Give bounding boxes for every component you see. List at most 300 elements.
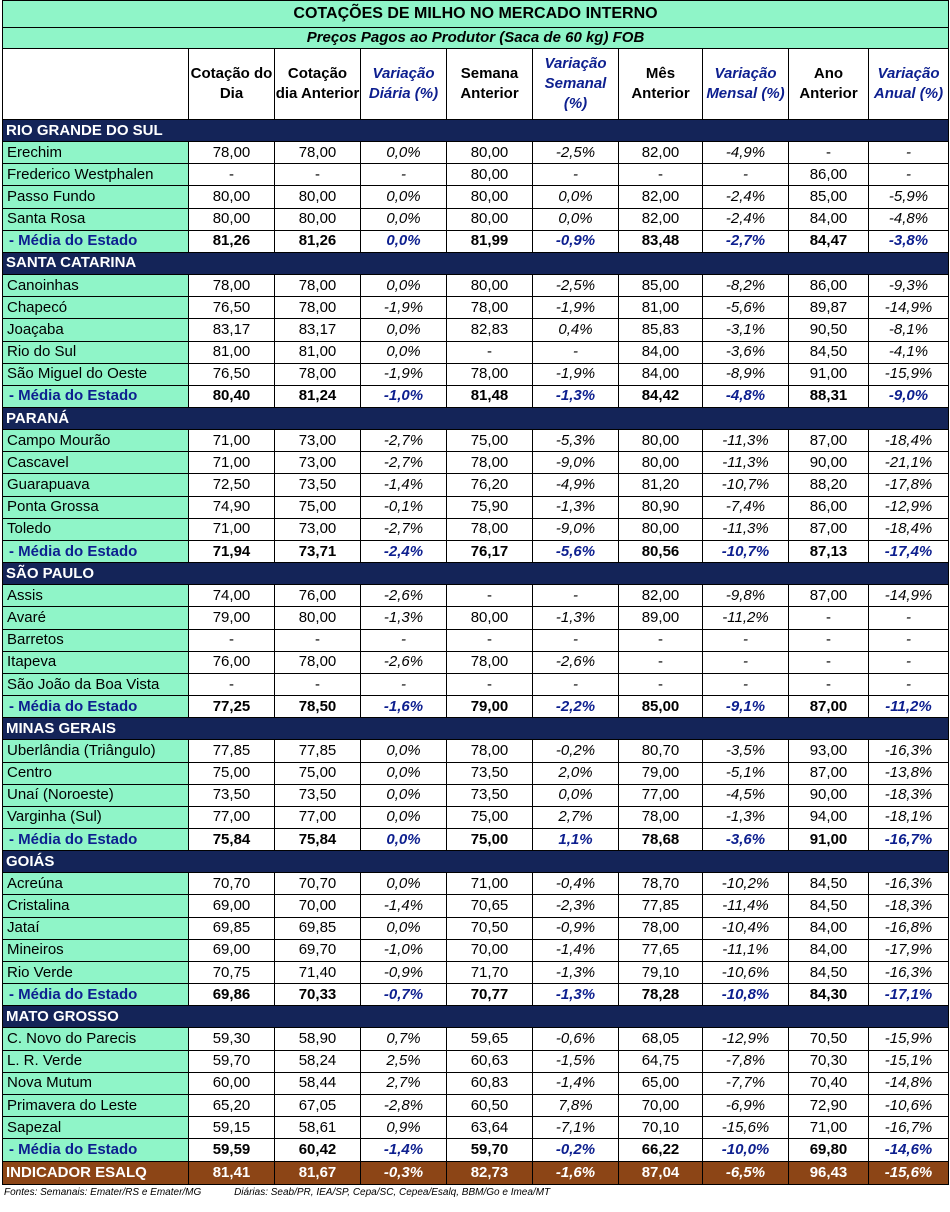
table-row xyxy=(3,806,949,828)
table-row xyxy=(3,363,949,385)
cell-value: -9,0% xyxy=(869,385,949,407)
cell-value: 71,00 xyxy=(189,452,275,474)
cell-value: 87,13 xyxy=(789,541,869,563)
row-label: Ponta Grossa xyxy=(3,496,189,518)
cell-value: 82,00 xyxy=(619,142,703,164)
cell-value: 79,10 xyxy=(619,962,703,984)
cell-value: 0,9% xyxy=(361,1117,447,1139)
cell-value: - xyxy=(447,341,533,363)
cell-value: -14,9% xyxy=(869,585,949,607)
cell-value: 59,70 xyxy=(189,1050,275,1072)
cell-value: -4,1% xyxy=(869,341,949,363)
cell-value: -18,4% xyxy=(869,430,949,452)
cell-value: -15,9% xyxy=(869,363,949,385)
cell-value: 78,00 xyxy=(619,917,703,939)
cell-value: 70,75 xyxy=(189,962,275,984)
header-cotacao-dia: Cotação do Dia xyxy=(189,49,275,120)
row-label: Sapezal xyxy=(3,1117,189,1139)
header-variacao-anual: Variação Anual (%) xyxy=(869,49,949,120)
cell-value: 65,00 xyxy=(619,1072,703,1094)
cell-value: 80,00 xyxy=(447,607,533,629)
cell-value: - xyxy=(619,673,703,695)
cell-value: -1,9% xyxy=(361,297,447,319)
cell-value: -0,2% xyxy=(533,740,619,762)
cell-value: 75,00 xyxy=(275,762,361,784)
header-mes-anterior: Mês Anterior xyxy=(619,49,703,120)
cell-value: 70,30 xyxy=(789,1050,869,1072)
table-row xyxy=(3,607,949,629)
table-row xyxy=(3,1117,949,1139)
cell-value: 81,41 xyxy=(189,1161,275,1184)
cell-value: -14,6% xyxy=(869,1139,949,1161)
table-row xyxy=(3,762,949,784)
cell-value: - xyxy=(869,607,949,629)
state-name: GOIÁS xyxy=(3,851,949,873)
state-name: SANTA CATARINA xyxy=(3,252,949,274)
cell-value: 77,00 xyxy=(189,806,275,828)
cell-value: - xyxy=(869,142,949,164)
cell-value: - xyxy=(869,629,949,651)
cell-value: 0,0% xyxy=(361,762,447,784)
table-row xyxy=(3,651,949,673)
cell-value: 59,15 xyxy=(189,1117,275,1139)
cell-value: 60,83 xyxy=(447,1072,533,1094)
table-row xyxy=(3,496,949,518)
cell-value: 77,65 xyxy=(619,939,703,961)
cell-value: -1,0% xyxy=(361,939,447,961)
cell-value: 82,00 xyxy=(619,208,703,230)
cell-value: 84,00 xyxy=(619,341,703,363)
state-average-row xyxy=(3,541,949,563)
cell-value: 63,64 xyxy=(447,1117,533,1139)
cell-value: 0,0% xyxy=(361,829,447,851)
cell-value: 71,00 xyxy=(447,873,533,895)
cell-value: 86,00 xyxy=(789,164,869,186)
cell-value: -5,1% xyxy=(703,762,789,784)
table-row xyxy=(3,673,949,695)
cell-value: 77,00 xyxy=(619,784,703,806)
table-row xyxy=(3,585,949,607)
cell-value: 84,50 xyxy=(789,873,869,895)
cell-value: -10,6% xyxy=(703,962,789,984)
cell-value: -11,3% xyxy=(703,452,789,474)
cell-value: 80,00 xyxy=(447,274,533,296)
cell-value: -14,8% xyxy=(869,1072,949,1094)
cell-value: -16,3% xyxy=(869,740,949,762)
cell-value: 0,0% xyxy=(361,186,447,208)
cell-value: 73,00 xyxy=(275,518,361,540)
cell-value: 70,50 xyxy=(447,917,533,939)
cell-value: -0,1% xyxy=(361,496,447,518)
cell-value: - xyxy=(619,651,703,673)
cell-value: 82,00 xyxy=(619,585,703,607)
cell-value: 70,50 xyxy=(789,1028,869,1050)
cell-value: 76,20 xyxy=(447,474,533,496)
cell-value: 85,00 xyxy=(619,274,703,296)
cell-value: -1,9% xyxy=(533,363,619,385)
cell-value: - xyxy=(619,629,703,651)
cell-value: -12,9% xyxy=(869,496,949,518)
cell-value: 80,00 xyxy=(275,208,361,230)
cell-value: 74,90 xyxy=(189,496,275,518)
cell-value: 0,0% xyxy=(361,142,447,164)
cell-value: 76,50 xyxy=(189,363,275,385)
cell-value: -17,1% xyxy=(869,984,949,1006)
cell-value: - xyxy=(189,673,275,695)
cell-value: - xyxy=(447,629,533,651)
cell-value: -1,4% xyxy=(361,895,447,917)
cell-value: -17,8% xyxy=(869,474,949,496)
cell-value: -2,6% xyxy=(361,585,447,607)
cell-value: 89,00 xyxy=(619,607,703,629)
row-label: - Média do Estado xyxy=(3,385,189,407)
cell-value: 81,24 xyxy=(275,385,361,407)
cell-value: -0,3% xyxy=(361,1161,447,1184)
cell-value: 78,50 xyxy=(275,696,361,718)
cell-value: 78,00 xyxy=(447,452,533,474)
cell-value: 84,50 xyxy=(789,341,869,363)
table-row xyxy=(3,740,949,762)
cell-value: 76,50 xyxy=(189,297,275,319)
cell-value: 0,0% xyxy=(361,873,447,895)
cell-value: 90,00 xyxy=(789,784,869,806)
row-label: Varginha (Sul) xyxy=(3,806,189,828)
cell-value: - xyxy=(447,673,533,695)
cell-value: 80,00 xyxy=(447,164,533,186)
cell-value: 90,00 xyxy=(789,452,869,474)
row-label: Jataí xyxy=(3,917,189,939)
cell-value: 81,67 xyxy=(275,1161,361,1184)
cell-value: -1,3% xyxy=(533,496,619,518)
table-row xyxy=(3,208,949,230)
cell-value: 0,0% xyxy=(533,208,619,230)
row-label: Mineiros xyxy=(3,939,189,961)
cell-value: -10,4% xyxy=(703,917,789,939)
cell-value: 69,86 xyxy=(189,984,275,1006)
cell-value: 80,00 xyxy=(619,518,703,540)
cell-value: 84,00 xyxy=(789,939,869,961)
cell-value: 2,7% xyxy=(533,806,619,828)
row-label: São Miguel do Oeste xyxy=(3,363,189,385)
cell-value: -11,3% xyxy=(703,518,789,540)
cell-value: - xyxy=(361,164,447,186)
cell-value: -10,8% xyxy=(703,984,789,1006)
cell-value: 71,40 xyxy=(275,962,361,984)
state-header-row xyxy=(3,408,949,430)
cell-value: 58,24 xyxy=(275,1050,361,1072)
cell-value: 79,00 xyxy=(189,607,275,629)
cell-value: -1,9% xyxy=(361,363,447,385)
cell-value: 78,68 xyxy=(619,829,703,851)
cell-value: -2,3% xyxy=(533,895,619,917)
row-label: Cristalina xyxy=(3,895,189,917)
cell-value: -8,9% xyxy=(703,363,789,385)
cell-value: - xyxy=(533,629,619,651)
cell-value: 69,85 xyxy=(189,917,275,939)
cell-value: - xyxy=(789,651,869,673)
cell-value: 80,70 xyxy=(619,740,703,762)
cell-value: 74,00 xyxy=(189,585,275,607)
cell-value: -4,9% xyxy=(703,142,789,164)
cell-value: 84,47 xyxy=(789,230,869,252)
row-label: Primavera do Leste xyxy=(3,1094,189,1116)
cell-value: 73,50 xyxy=(275,474,361,496)
cell-value: -0,9% xyxy=(533,230,619,252)
header-variacao-mensal: Variação Mensal (%) xyxy=(703,49,789,120)
cell-value: -0,9% xyxy=(533,917,619,939)
cell-value: 82,83 xyxy=(447,319,533,341)
cell-value: -2,4% xyxy=(703,186,789,208)
cell-value: -2,4% xyxy=(361,541,447,563)
cell-value: -16,3% xyxy=(869,873,949,895)
cell-value: 80,00 xyxy=(189,186,275,208)
cell-value: 60,00 xyxy=(189,1072,275,1094)
cell-value: 78,00 xyxy=(447,651,533,673)
cell-value: 2,7% xyxy=(361,1072,447,1094)
cell-value: - xyxy=(869,651,949,673)
table-row xyxy=(3,474,949,496)
cell-value: -8,1% xyxy=(869,319,949,341)
cell-value: 70,00 xyxy=(275,895,361,917)
cell-value: 94,00 xyxy=(789,806,869,828)
header-cotacao-anterior: Cotação dia Anterior xyxy=(275,49,361,120)
table-row xyxy=(3,142,949,164)
cell-value: 87,04 xyxy=(619,1161,703,1184)
cell-value: -18,3% xyxy=(869,784,949,806)
cell-value: -7,8% xyxy=(703,1050,789,1072)
cell-value: -2,7% xyxy=(361,452,447,474)
cell-value: 70,65 xyxy=(447,895,533,917)
cell-value: - xyxy=(869,164,949,186)
cell-value: - xyxy=(361,673,447,695)
cell-value: 80,00 xyxy=(447,186,533,208)
table-row xyxy=(3,164,949,186)
cell-value: 81,26 xyxy=(189,230,275,252)
cell-value: -2,7% xyxy=(361,430,447,452)
row-label: Passo Fundo xyxy=(3,186,189,208)
cell-value: 80,40 xyxy=(189,385,275,407)
cell-value: -7,7% xyxy=(703,1072,789,1094)
table-row xyxy=(3,1050,949,1072)
cell-value: 81,99 xyxy=(447,230,533,252)
cell-value: 66,22 xyxy=(619,1139,703,1161)
cell-value: 90,50 xyxy=(789,319,869,341)
cell-value: 81,26 xyxy=(275,230,361,252)
cell-value: -14,9% xyxy=(869,297,949,319)
cell-value: 80,90 xyxy=(619,496,703,518)
row-label: Santa Rosa xyxy=(3,208,189,230)
cell-value: 73,50 xyxy=(447,784,533,806)
table-row xyxy=(3,962,949,984)
cell-value: 84,50 xyxy=(789,895,869,917)
cell-value: - xyxy=(789,607,869,629)
indicator-row xyxy=(3,1161,949,1184)
cell-value: -9,0% xyxy=(533,452,619,474)
cell-value: - xyxy=(189,629,275,651)
cell-value: 78,00 xyxy=(275,363,361,385)
row-label: Itapeva xyxy=(3,651,189,673)
cell-value: 71,00 xyxy=(789,1117,869,1139)
cell-value: 78,00 xyxy=(447,518,533,540)
cell-value: 70,77 xyxy=(447,984,533,1006)
table-row xyxy=(3,917,949,939)
cell-value: -5,9% xyxy=(869,186,949,208)
table-row xyxy=(3,895,949,917)
cell-value: 71,00 xyxy=(189,518,275,540)
cell-value: -17,4% xyxy=(869,541,949,563)
row-label: Nova Mutum xyxy=(3,1072,189,1094)
cell-value: - xyxy=(703,673,789,695)
cell-value: 69,85 xyxy=(275,917,361,939)
cell-value: -4,8% xyxy=(869,208,949,230)
header-semana-anterior: Semana Anterior xyxy=(447,49,533,120)
cell-value: -5,6% xyxy=(533,541,619,563)
cell-value: 75,90 xyxy=(447,496,533,518)
cell-value: -12,9% xyxy=(703,1028,789,1050)
table-row xyxy=(3,186,949,208)
row-label: L. R. Verde xyxy=(3,1050,189,1072)
footer-weekly-sources: Fontes: Semanais: Emater/RS e Emater/MG xyxy=(4,1186,202,1198)
cell-value: 84,50 xyxy=(789,962,869,984)
cell-value: 72,90 xyxy=(789,1094,869,1116)
cell-value: 59,59 xyxy=(189,1139,275,1161)
cell-value: -2,5% xyxy=(533,274,619,296)
cell-value: 75,00 xyxy=(447,806,533,828)
cell-value: - xyxy=(189,164,275,186)
row-label: Canoinhas xyxy=(3,274,189,296)
cell-value: -16,7% xyxy=(869,1117,949,1139)
cell-value: -16,3% xyxy=(869,962,949,984)
cell-value: 7,8% xyxy=(533,1094,619,1116)
cell-value: 81,00 xyxy=(189,341,275,363)
state-header-row xyxy=(3,1006,949,1028)
cell-value: -17,9% xyxy=(869,939,949,961)
cell-value: 78,00 xyxy=(275,274,361,296)
table-row xyxy=(3,430,949,452)
cell-value: 78,00 xyxy=(189,274,275,296)
cell-value: -10,0% xyxy=(703,1139,789,1161)
cell-value: -8,2% xyxy=(703,274,789,296)
footer-sources xyxy=(4,1187,950,1198)
cell-value: -1,3% xyxy=(361,607,447,629)
row-label: Rio do Sul xyxy=(3,341,189,363)
state-header-row xyxy=(3,718,949,740)
row-label: Guarapuava xyxy=(3,474,189,496)
cell-value: 73,71 xyxy=(275,541,361,563)
cell-value: 71,94 xyxy=(189,541,275,563)
cell-value: -1,6% xyxy=(533,1161,619,1184)
cell-value: 75,00 xyxy=(275,496,361,518)
row-label: - Média do Estado xyxy=(3,230,189,252)
cell-value: - xyxy=(703,651,789,673)
cell-value: -9,8% xyxy=(703,585,789,607)
cell-value: 58,61 xyxy=(275,1117,361,1139)
table-row xyxy=(3,629,949,651)
cell-value: 72,50 xyxy=(189,474,275,496)
table-row xyxy=(3,1072,949,1094)
cell-value: 0,0% xyxy=(361,806,447,828)
cell-value: 84,42 xyxy=(619,385,703,407)
cell-value: 0,0% xyxy=(533,784,619,806)
cell-value: 64,75 xyxy=(619,1050,703,1072)
cell-value: 60,63 xyxy=(447,1050,533,1072)
cell-value: -11,4% xyxy=(703,895,789,917)
cell-value: -11,1% xyxy=(703,939,789,961)
cell-value: 85,00 xyxy=(789,186,869,208)
row-label: Cascavel xyxy=(3,452,189,474)
table-row xyxy=(3,297,949,319)
cell-value: -1,3% xyxy=(533,984,619,1006)
cell-value: - xyxy=(275,673,361,695)
cell-value: 0,0% xyxy=(361,784,447,806)
cell-value: 75,00 xyxy=(447,430,533,452)
cell-value: -1,4% xyxy=(361,474,447,496)
cell-value: 80,00 xyxy=(619,430,703,452)
cell-value: 75,00 xyxy=(447,829,533,851)
state-average-row xyxy=(3,696,949,718)
state-average-row xyxy=(3,1139,949,1161)
state-header-row xyxy=(3,252,949,274)
cell-value: 96,43 xyxy=(789,1161,869,1184)
footer-daily-sources: Diárias: Seab/PR, IEA/SP, Cepa/SC, Cepea/Esalq, BBM/Go e Imea/MT xyxy=(234,1186,551,1198)
cell-value: 67,05 xyxy=(275,1094,361,1116)
cell-value: - xyxy=(361,629,447,651)
table-row xyxy=(3,1028,949,1050)
row-label: Frederico Westphalen xyxy=(3,164,189,186)
cell-value: 78,00 xyxy=(275,142,361,164)
cell-value: -1,3% xyxy=(533,385,619,407)
row-label: - Média do Estado xyxy=(3,1139,189,1161)
cell-value: 81,48 xyxy=(447,385,533,407)
cell-value: 59,30 xyxy=(189,1028,275,1050)
state-name: PARANÁ xyxy=(3,408,949,430)
cell-value: 70,00 xyxy=(447,939,533,961)
cell-value: 91,00 xyxy=(789,363,869,385)
cell-value: -0,9% xyxy=(361,962,447,984)
cell-value: - xyxy=(789,629,869,651)
cell-value: -1,3% xyxy=(533,962,619,984)
cell-value: - xyxy=(869,673,949,695)
table-row xyxy=(3,341,949,363)
cell-value: 82,73 xyxy=(447,1161,533,1184)
cell-value: -18,4% xyxy=(869,518,949,540)
row-label: Acreúna xyxy=(3,873,189,895)
state-average-row xyxy=(3,385,949,407)
row-label: Avaré xyxy=(3,607,189,629)
header-variacao-semanal: Variação Semanal (%) xyxy=(533,49,619,120)
cell-value: 85,83 xyxy=(619,319,703,341)
cell-value: 77,85 xyxy=(189,740,275,762)
cell-value: -0,2% xyxy=(533,1139,619,1161)
cell-value: -1,4% xyxy=(533,939,619,961)
row-label: Erechim xyxy=(3,142,189,164)
cell-value: 80,00 xyxy=(619,452,703,474)
state-name: MINAS GERAIS xyxy=(3,718,949,740)
row-label: Rio Verde xyxy=(3,962,189,984)
cell-value: -9,3% xyxy=(869,274,949,296)
cell-value: - xyxy=(703,164,789,186)
cell-value: 0,0% xyxy=(361,319,447,341)
cell-value: -18,3% xyxy=(869,895,949,917)
state-name: SÃO PAULO xyxy=(3,563,949,585)
cell-value: -9,1% xyxy=(703,696,789,718)
cell-value: 87,00 xyxy=(789,585,869,607)
state-header-row xyxy=(3,563,949,585)
cell-value: 78,00 xyxy=(447,363,533,385)
cell-value: - xyxy=(619,164,703,186)
row-label: Barretos xyxy=(3,629,189,651)
row-label: Uberlândia (Triângulo) xyxy=(3,740,189,762)
